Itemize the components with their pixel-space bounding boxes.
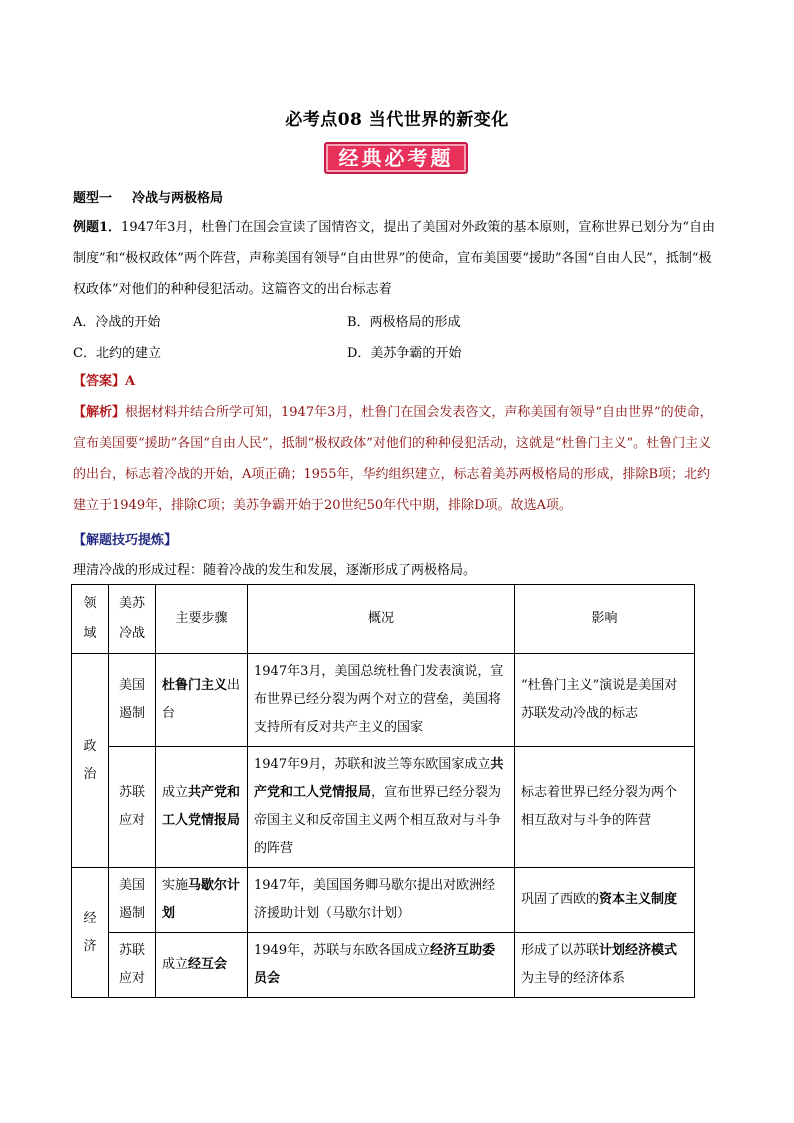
tips-heading: 【解题技巧提炼】 (73, 533, 178, 548)
table-row (72, 747, 695, 868)
row-step-pre: 成立 (162, 785, 189, 800)
question-text (73, 212, 723, 305)
row-overview-pre: 1949年，苏联与东欧各国成立 (254, 943, 431, 958)
row-impact-pre: 巩固了西欧的 (521, 892, 600, 907)
row-side: 苏联应对 (109, 933, 156, 998)
tips-text: 理清冷战的形成过程：随着冷战的发生和发展，逐渐形成了两极格局。 (73, 563, 477, 578)
row-impact-bold: 资本主义制度 (599, 892, 678, 907)
row-side: 美国遏制 (109, 868, 156, 933)
row-impact-pre: 形成了以苏联 (521, 943, 600, 958)
row-overview-post: ，宣布世界已经分裂为帝国主义和反帝国主义两个相互敌对与斗争的阵营 (254, 785, 502, 856)
header-field: 领域 (72, 585, 109, 654)
row-side: 美国遏制 (109, 654, 156, 747)
header-steps: 主要步骤 (156, 585, 248, 654)
row-impact-bold: 计划经济模式 (599, 943, 678, 958)
cold-war-table (71, 584, 695, 998)
section-topic: 冷战与两极格局 (132, 191, 224, 206)
row-overview (248, 933, 515, 998)
field-economy: 经济 (72, 868, 109, 998)
option-b: B．两极格局的形成 (347, 315, 461, 330)
option-c: C．北约的建立 (73, 346, 161, 361)
row-overview-bold: 共产党和工人党情报局 (254, 757, 504, 800)
option-a: A．冷战的开始 (73, 315, 161, 330)
table-row (72, 654, 695, 747)
row-overview-pre: 1947年9月，苏联和波兰等东欧国家成立 (254, 757, 491, 772)
row-overview-bold: 经济互助委员会 (254, 943, 496, 986)
row-impact (515, 933, 695, 998)
row-step (156, 933, 248, 998)
question-body: 1947年3月，杜鲁门在国会宣读了国情咨文，提出了美国对外政策的基本原则，宣称世界已划分为“自由制度”和“极权政体”两个阵营，声称美国有领导“自由世界”的使命，宣布美国要“援助”各国“自由人民”，抵制“极权政体”对他们的种种侵犯活动。这篇咨文的出台标志着 (73, 220, 716, 297)
row-impact: 标志着世界已经分裂为两个相互敌对与斗争的阵营 (515, 747, 695, 868)
row-step-rest: 出台 (162, 678, 241, 721)
analysis-tag: 【解析】 (73, 405, 126, 420)
analysis-body: 根据材料并结合所学可知，1947年3月，杜鲁门在国会发表咨文，声称美国有领导“自由世界”的使命，宣布美国要“援助”各国“自由人民”，抵制“极权政体”对他们的种种侵犯活动，这就是“杜鲁门主义”。杜鲁门主义的出台，标志着冷战的开始，A项正确；1955年，华约组织建立，标志着美苏两极格局的形成，排除B项；北约建立于1949年，排除C项；美苏争霸开始于20世纪50年代中期，排除D项。故选A项。 (73, 405, 713, 513)
section-label: 题型一 (73, 191, 113, 206)
row-step (156, 654, 248, 747)
row-step (156, 868, 248, 933)
row-impact-post: 为主导的经济体系 (521, 971, 626, 986)
row-step-bold: 杜鲁门主义 (162, 678, 228, 693)
answer-text: 【答案】A (73, 374, 136, 389)
table-row (72, 868, 695, 933)
row-overview (248, 747, 515, 868)
header-overview: 概况 (248, 585, 515, 654)
analysis-text (73, 397, 723, 521)
row-overview: 1947年，美国国务卿马歇尔提出对欧洲经济援助计划（马歇尔计划） (248, 868, 515, 933)
option-d: D．美苏争霸的开始 (347, 346, 462, 361)
page-title: 必考点08 当代世界的新变化 (285, 110, 509, 130)
row-impact (515, 868, 695, 933)
table-header-row (72, 585, 695, 654)
header-side: 美苏冷战 (109, 585, 156, 654)
row-overview: 1947年3月，美国总统杜鲁门发表演说，宣布世界已经分裂为两个对立的营垒，美国将支持所有反对共产主义的国家 (248, 654, 515, 747)
row-step-bold: 共产党和工人党情报局 (162, 785, 241, 828)
row-step-bold: 经互会 (188, 957, 228, 972)
field-politics: 政治 (72, 654, 109, 868)
row-impact: “杜鲁门主义”演说是美国对苏联发动冷战的标志 (515, 654, 695, 747)
section-heading (73, 187, 223, 206)
row-side: 苏联应对 (109, 747, 156, 868)
header-impact: 影响 (515, 585, 695, 654)
question-label: 例题1． (73, 220, 122, 235)
row-step-bold: 马歇尔计划 (162, 878, 241, 921)
row-step-pre: 成立 (162, 957, 189, 972)
row-step-pre: 实施 (162, 878, 189, 893)
row-step (156, 747, 248, 868)
table-row (72, 933, 695, 998)
banner-label: 经典必考题 (324, 142, 468, 174)
